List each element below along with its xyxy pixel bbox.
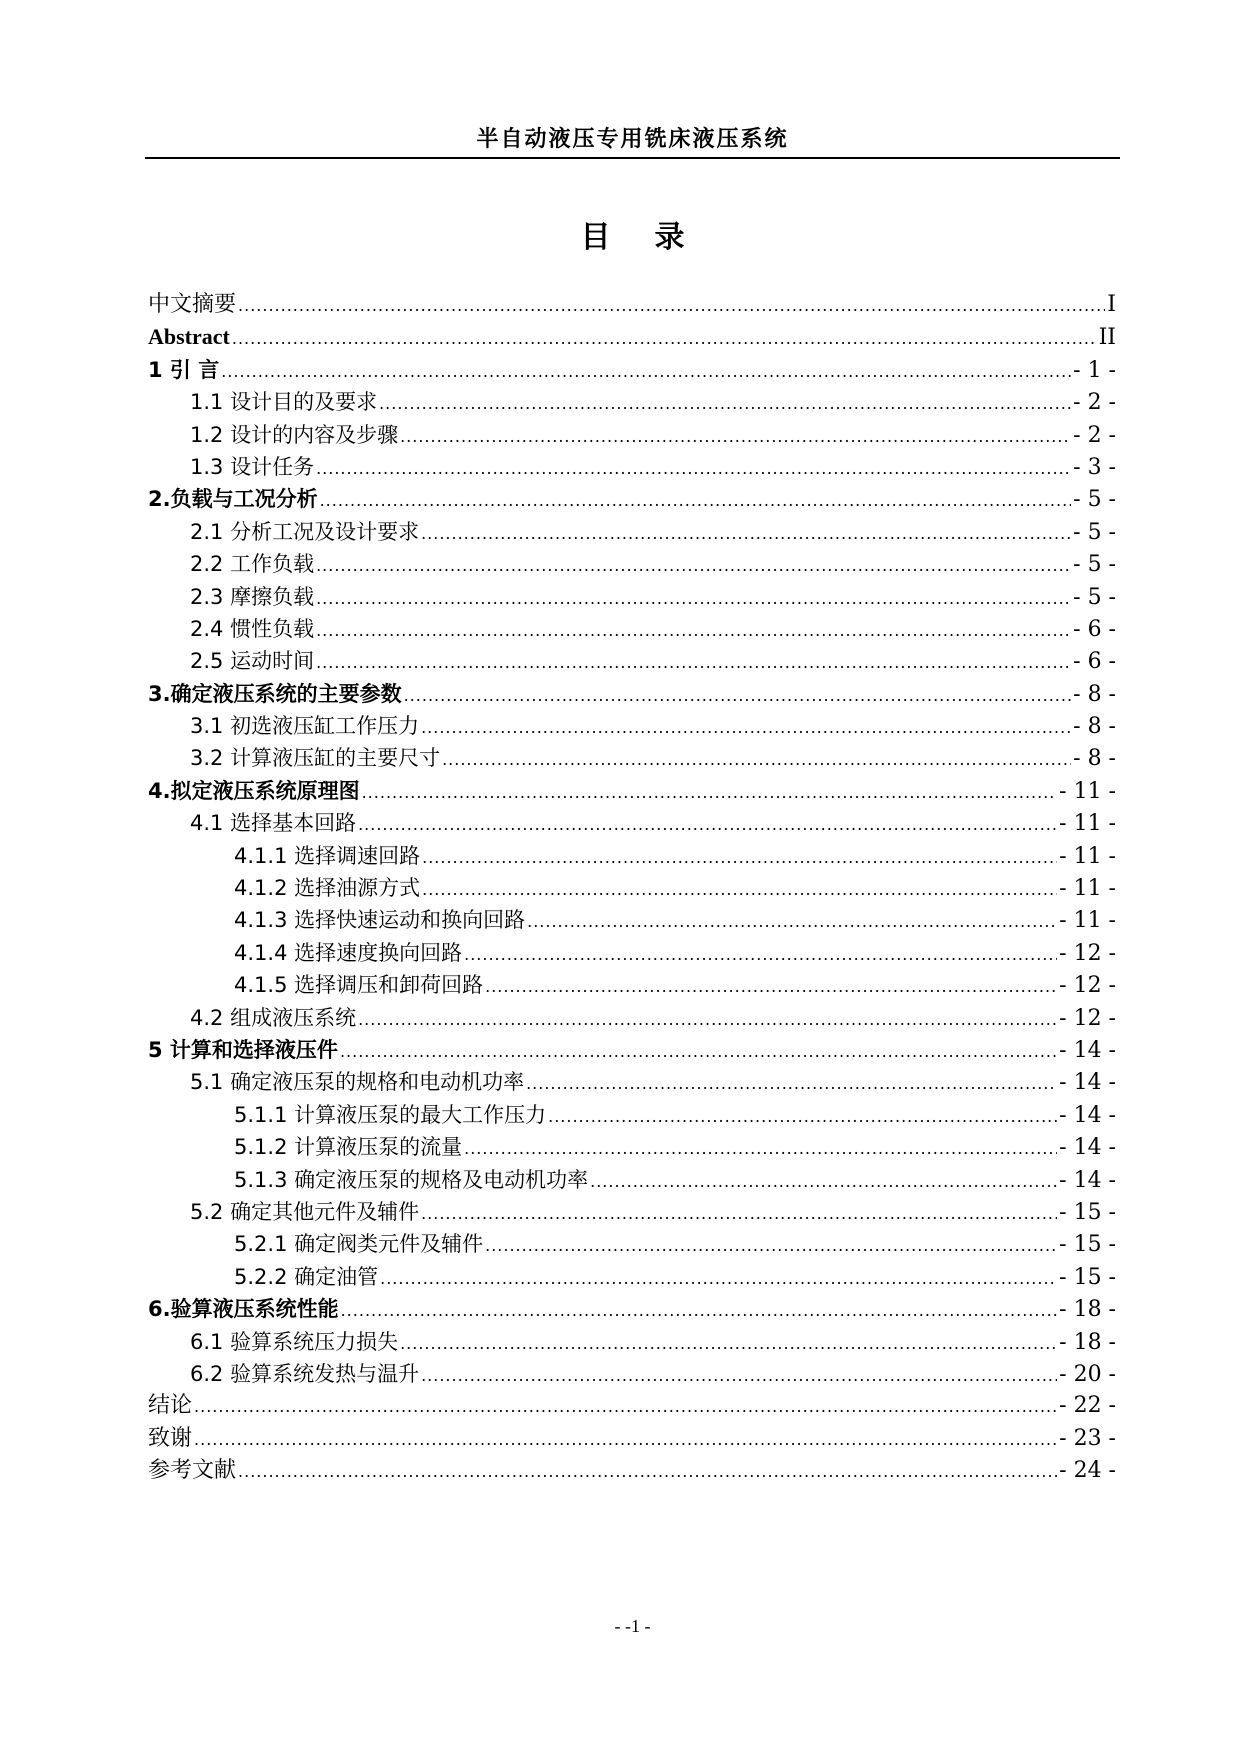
toc-dot-leader bbox=[404, 680, 1072, 712]
toc-entry[interactable] bbox=[148, 1034, 1116, 1066]
toc-dot-leader bbox=[379, 388, 1071, 420]
toc-entry-page: - 11 - bbox=[1059, 778, 1116, 804]
toc-dot-leader bbox=[464, 939, 1057, 971]
toc-dot-leader bbox=[464, 1133, 1057, 1165]
toc-entry-page: - 11 - bbox=[1059, 876, 1116, 902]
toc-entry-page: - 15 - bbox=[1059, 1264, 1116, 1290]
toc-entry[interactable] bbox=[148, 1455, 1116, 1487]
toc-entry-label: 5.1.1 计算液压泵的最大工作压力 bbox=[234, 1102, 547, 1127]
table-of-contents bbox=[148, 289, 1116, 1487]
toc-entry-page: - 6 - bbox=[1073, 649, 1116, 675]
toc-entry[interactable] bbox=[148, 710, 1116, 742]
toc-dot-leader bbox=[590, 1166, 1057, 1198]
toc-entry[interactable] bbox=[148, 1066, 1116, 1098]
toc-entry-page: - 11 - bbox=[1059, 811, 1116, 837]
toc-entry-label: Abstract bbox=[148, 324, 230, 350]
toc-entry-label: 6.1 验算系统压力损失 bbox=[190, 1329, 399, 1354]
toc-entry[interactable] bbox=[148, 1196, 1116, 1228]
toc-entry[interactable] bbox=[148, 386, 1116, 418]
toc-entry[interactable] bbox=[148, 483, 1116, 515]
toc-entry-page: - 2 - bbox=[1073, 390, 1116, 416]
toc-dot-leader bbox=[194, 1424, 1057, 1456]
toc-dot-leader bbox=[421, 1198, 1057, 1230]
toc-dot-leader bbox=[421, 518, 1071, 550]
toc-dot-leader bbox=[358, 809, 1057, 841]
toc-entry-label: 4.1.1 选择调速回路 bbox=[234, 843, 421, 868]
toc-entry-page: - 3 - bbox=[1073, 454, 1116, 480]
toc-entry-label: 2.2 工作负载 bbox=[190, 552, 315, 577]
toc-dot-leader bbox=[320, 485, 1072, 517]
toc-entry-label: 5.2.2 确定油管 bbox=[234, 1264, 379, 1289]
toc-dot-leader bbox=[421, 712, 1071, 744]
toc-entry[interactable] bbox=[148, 969, 1116, 1001]
toc-entry-page: - 12 - bbox=[1059, 1005, 1116, 1031]
toc-dot-leader bbox=[358, 1004, 1057, 1036]
toc-entry-page: - 1 - bbox=[1073, 357, 1116, 383]
toc-entry-page: - 5 - bbox=[1073, 519, 1116, 545]
toc-entry[interactable] bbox=[148, 872, 1116, 904]
toc-entry-page: - 12 - bbox=[1059, 940, 1116, 966]
toc-entry-label: 6.验算液压系统性能 bbox=[148, 1297, 339, 1322]
toc-entry-label: 参考文献 bbox=[148, 1458, 237, 1484]
toc-entry-page: - 15 - bbox=[1059, 1232, 1116, 1258]
toc-entry-label: 中文摘要 bbox=[148, 292, 237, 317]
toc-entry-label: 4.1.5 选择调压和卸荷回路 bbox=[234, 973, 484, 998]
toc-dot-leader bbox=[194, 1391, 1057, 1423]
toc-entry-page: - 24 - bbox=[1059, 1458, 1116, 1484]
toc-entry-label: 2.负载与工况分析 bbox=[148, 487, 318, 512]
toc-entry-label: 4.1.2 选择油源方式 bbox=[234, 876, 421, 901]
toc-entry-page: - 11 - bbox=[1059, 843, 1116, 869]
toc-entry[interactable] bbox=[148, 1293, 1116, 1325]
toc-entry-page: - 14 - bbox=[1059, 1167, 1116, 1193]
toc-entry[interactable] bbox=[148, 1261, 1116, 1293]
toc-entry-label: 1.2 设计的内容及步骤 bbox=[190, 422, 399, 447]
toc-entry-page: - 5 - bbox=[1073, 584, 1116, 610]
toc-entry-page: - 8 - bbox=[1073, 714, 1116, 740]
toc-dot-leader bbox=[316, 647, 1071, 679]
toc-entry[interactable] bbox=[148, 581, 1116, 613]
toc-entry[interactable] bbox=[148, 937, 1116, 969]
toc-entry-label: 5.1 确定液压泵的规格和电动机功率 bbox=[190, 1070, 525, 1095]
toc-dot-leader bbox=[442, 744, 1071, 776]
toc-dot-leader bbox=[380, 1263, 1057, 1295]
toc-dot-leader bbox=[422, 874, 1057, 906]
toc-dot-leader bbox=[341, 1295, 1058, 1327]
page-number: - -1 - bbox=[614, 1616, 651, 1636]
toc-dot-leader bbox=[485, 971, 1057, 1003]
toc-entry-label: 5.2 确定其他元件及辅件 bbox=[190, 1199, 420, 1224]
toc-dot-leader bbox=[400, 1328, 1057, 1360]
toc-entry[interactable] bbox=[148, 775, 1116, 807]
toc-entry-label: 5.2.1 确定阀类元件及辅件 bbox=[234, 1232, 484, 1257]
header-rule bbox=[145, 157, 1120, 159]
toc-entry-label: 2.5 运动时间 bbox=[190, 649, 315, 674]
toc-entry-page: - 14 - bbox=[1059, 1070, 1116, 1096]
toc-entry[interactable] bbox=[148, 1358, 1116, 1390]
toc-entry-page: - 6 - bbox=[1073, 616, 1116, 642]
toc-entry[interactable] bbox=[148, 742, 1116, 774]
toc-entry[interactable] bbox=[148, 1164, 1116, 1196]
toc-entry-label: 5.1.3 确定液压泵的规格及电动机功率 bbox=[234, 1167, 589, 1192]
running-header: 半自动液压专用铣床液压系统 bbox=[476, 127, 789, 152]
toc-dot-leader bbox=[316, 583, 1071, 615]
toc-dot-leader bbox=[526, 1068, 1057, 1100]
toc-entry-label: 2.1 分析工况及设计要求 bbox=[190, 519, 420, 544]
toc-dot-leader bbox=[527, 906, 1057, 938]
toc-dot-leader bbox=[316, 453, 1071, 485]
page-title-left: 目 bbox=[580, 220, 611, 255]
toc-entry-page: - 18 - bbox=[1059, 1329, 1116, 1355]
toc-dot-leader bbox=[340, 1036, 1057, 1068]
toc-entry-page: - 12 - bbox=[1059, 973, 1116, 999]
toc-entry[interactable] bbox=[148, 516, 1116, 548]
toc-entry-page: - 14 - bbox=[1059, 1102, 1116, 1128]
toc-entry-label: 3.1 初选液压缸工作压力 bbox=[190, 714, 420, 739]
toc-dot-leader bbox=[238, 1456, 1057, 1488]
toc-entry-label: 3.2 计算液压缸的主要尺寸 bbox=[190, 746, 441, 771]
toc-entry-page: - 5 - bbox=[1073, 487, 1116, 513]
toc-entry-page: - 20 - bbox=[1059, 1361, 1116, 1387]
toc-entry-label: 4.1.3 选择快速运动和换向回路 bbox=[234, 908, 526, 933]
toc-entry[interactable] bbox=[148, 645, 1116, 677]
toc-dot-leader bbox=[548, 1101, 1057, 1133]
toc-entry-page: II bbox=[1098, 325, 1116, 351]
toc-entry-page: I bbox=[1107, 292, 1116, 317]
toc-entry-label: 4.1 选择基本回路 bbox=[190, 811, 357, 836]
page-title bbox=[145, 212, 1120, 256]
toc-entry-label: 结论 bbox=[148, 1393, 193, 1419]
toc-dot-leader bbox=[232, 323, 1097, 355]
toc-entry[interactable] bbox=[148, 451, 1116, 483]
toc-entry[interactable] bbox=[148, 613, 1116, 645]
toc-dot-leader bbox=[421, 1360, 1057, 1392]
toc-entry-label: 5 计算和选择液压件 bbox=[148, 1037, 338, 1062]
toc-entry-page: - 2 - bbox=[1073, 422, 1116, 448]
toc-entry-label: 6.2 验算系统发热与温升 bbox=[190, 1361, 420, 1386]
toc-entry[interactable] bbox=[148, 354, 1116, 386]
toc-entry[interactable] bbox=[148, 1099, 1116, 1131]
toc-entry-label: 1 引 言 bbox=[148, 357, 220, 382]
toc-entry[interactable] bbox=[148, 904, 1116, 936]
toc-entry[interactable] bbox=[148, 548, 1116, 580]
toc-entry-label: 4.2 组成液压系统 bbox=[190, 1005, 357, 1030]
toc-dot-leader bbox=[238, 290, 1105, 322]
toc-entry-label: 致谢 bbox=[148, 1425, 193, 1451]
toc-dot-leader bbox=[316, 615, 1071, 647]
toc-entry-label: 1.1 设计目的及要求 bbox=[190, 390, 378, 415]
toc-entry[interactable] bbox=[148, 1423, 1116, 1455]
toc-entry-label: 2.4 惯性负载 bbox=[190, 616, 315, 641]
toc-entry-label: 1.3 设计任务 bbox=[190, 454, 315, 479]
toc-entry-label: 4.1.4 选择速度换向回路 bbox=[234, 940, 463, 965]
toc-entry-page: - 15 - bbox=[1059, 1199, 1116, 1225]
toc-entry-page: - 8 - bbox=[1073, 681, 1116, 707]
page-title-right: 录 bbox=[654, 220, 685, 255]
toc-entry-page: - 14 - bbox=[1059, 1037, 1116, 1063]
toc-entry-label: 4.拟定液压系统原理图 bbox=[148, 778, 360, 803]
toc-entry-page: - 18 - bbox=[1059, 1297, 1116, 1323]
toc-entry[interactable] bbox=[148, 1131, 1116, 1163]
toc-entry-label: 3.确定液压系统的主要参数 bbox=[148, 681, 402, 706]
toc-entry[interactable] bbox=[148, 1228, 1116, 1260]
toc-entry-page: - 14 - bbox=[1059, 1135, 1116, 1161]
toc-entry[interactable] bbox=[148, 840, 1116, 872]
toc-entry[interactable] bbox=[148, 289, 1116, 321]
toc-entry[interactable] bbox=[148, 1002, 1116, 1034]
toc-entry[interactable] bbox=[148, 321, 1116, 353]
toc-dot-leader bbox=[362, 777, 1058, 809]
toc-entry[interactable] bbox=[148, 678, 1116, 710]
toc-entry-label: 5.1.2 计算液压泵的流量 bbox=[234, 1135, 463, 1160]
toc-entry[interactable] bbox=[148, 807, 1116, 839]
toc-dot-leader bbox=[221, 356, 1071, 388]
toc-dot-leader bbox=[422, 842, 1057, 874]
toc-entry-page: - 22 - bbox=[1059, 1393, 1116, 1419]
toc-entry[interactable] bbox=[148, 419, 1116, 451]
toc-entry-page: - 5 - bbox=[1073, 552, 1116, 578]
toc-dot-leader bbox=[316, 550, 1071, 582]
toc-entry-page: - 23 - bbox=[1059, 1425, 1116, 1451]
toc-entry-label: 2.3 摩擦负载 bbox=[190, 584, 315, 609]
toc-entry[interactable] bbox=[148, 1390, 1116, 1422]
toc-entry-page: - 11 - bbox=[1059, 908, 1116, 934]
toc-dot-leader bbox=[400, 421, 1071, 453]
toc-entry-page: - 8 - bbox=[1073, 746, 1116, 772]
toc-dot-leader bbox=[485, 1230, 1057, 1262]
toc-entry[interactable] bbox=[148, 1326, 1116, 1358]
